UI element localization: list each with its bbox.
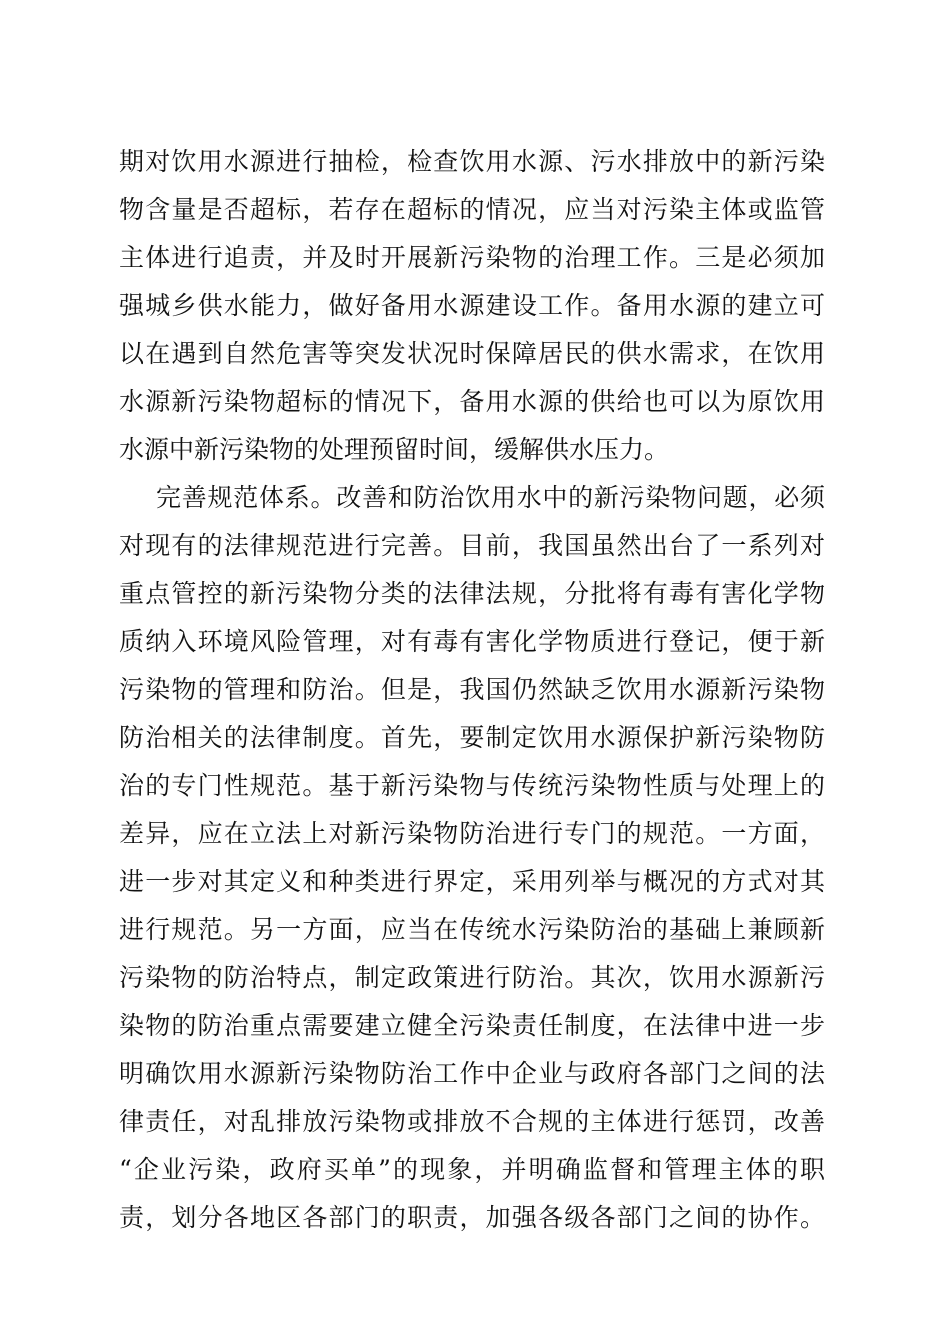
text-line-21: 律责任，对乱排放污染物或排放不合规的主体进行惩罚，改善 bbox=[119, 1107, 825, 1136]
paragraph-start-line: 完善规范体系。改善和防治饮用水中的新污染物问题，必须 bbox=[156, 483, 825, 512]
text-line-9: 对现有的法律规范进行完善。目前，我国虽然出台了一系列对 bbox=[119, 531, 825, 560]
text-line-3: 主体进行追责，并及时开展新污染物的治理工作。三是必须加 bbox=[119, 243, 825, 272]
text-line-4: 强城乡供水能力，做好备用水源建设工作。备用水源的建立可 bbox=[119, 291, 825, 320]
text-line-15: 差异，应在立法上对新污染物防治进行专门的规范。一方面， bbox=[119, 819, 825, 848]
text-line-11: 质纳入环境风险管理，对有毒有害化学物质进行登记，便于新 bbox=[119, 627, 825, 656]
text-line-1: 期对饮用水源进行抽检，检查饮用水源、污水排放中的新污染 bbox=[119, 147, 825, 176]
text-line-17: 进行规范。另一方面，应当在传统水污染防治的基础上兼顾新 bbox=[119, 915, 825, 944]
text-line-16: 进一步对其定义和种类进行界定，采用列举与概况的方式对其 bbox=[119, 867, 825, 896]
text-line-12: 污染物的管理和防治。但是，我国仍然缺乏饮用水源新污染物 bbox=[119, 675, 825, 704]
text-line-13: 防治相关的法律制度。首先，要制定饮用水源保护新污染物防 bbox=[119, 723, 825, 752]
text-line-14: 治的专门性规范。基于新污染物与传统污染物性质与处理上的 bbox=[119, 771, 825, 800]
text-line-23: 责，划分各地区各部门的职责，加强各级各部门之间的协作。 bbox=[119, 1203, 825, 1232]
text-line-6: 水源新污染物超标的情况下，备用水源的供给也可以为原饮用 bbox=[119, 387, 825, 416]
text-line-5: 以在遇到自然危害等突发状况时保障居民的供水需求，在饮用 bbox=[119, 339, 825, 368]
text-line-18: 污染物的防治特点，制定政策进行防治。其次，饮用水源新污 bbox=[119, 963, 825, 992]
text-line-2: 物含量是否超标，若存在超标的情况，应当对污染主体或监管 bbox=[119, 195, 825, 224]
text-line-19: 染物的防治重点需要建立健全污染责任制度，在法律中进一步 bbox=[119, 1011, 825, 1040]
text-line-7: 水源中新污染物的处理预留时间，缓解供水压力。 bbox=[119, 435, 670, 464]
text-line-20: 明确饮用水源新污染物防治工作中企业与政府各部门之间的法 bbox=[119, 1059, 825, 1088]
text-line-10: 重点管控的新污染物分类的法律法规，分批将有毒有害化学物 bbox=[119, 579, 825, 608]
text-line-22: “企业污染，政府买单”的现象，并明确监督和管理主体的职 bbox=[119, 1155, 825, 1184]
